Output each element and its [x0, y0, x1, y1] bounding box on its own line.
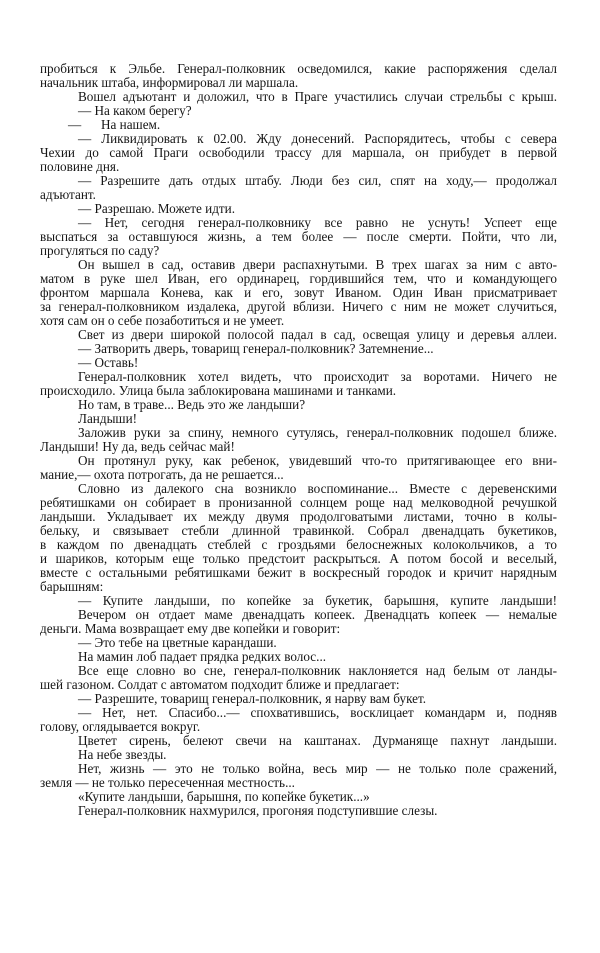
book-page-text — [40, 62, 557, 818]
text-line: за генерал-полковником издалека, другой вблизи. Ничего с ним не может случиться, — [40, 300, 557, 314]
text-line: пробиться к Эльбе. Генерал-полковник осведомился, какие распоряжения сделал — [40, 62, 557, 76]
text-line: — На каком берегу? — [78, 103, 192, 118]
text-line: Нет, жизнь — это не только война, весь мир — не только поле сражений, — [78, 762, 557, 776]
text-line: хотя сам он о себе позаботиться и не умеет. — [40, 313, 285, 328]
text-line: выспаться за оставшуюся жизнь, а тем более — после смерти. Пойти, что ли, — [40, 230, 557, 244]
text-line: — Разрешаю. Можете идти. — [78, 201, 236, 216]
text-line: фронтом маршала Конева, как и его, зовут Иваном. Один Иван присматривает — [40, 286, 557, 300]
text-line: шей газоном. Солдат с автоматом подходит ближе и предлагает: — [40, 677, 400, 692]
text-line: Ландыши! — [78, 411, 138, 426]
text-line: мание,— охота потрогать, да не решается... — [40, 467, 284, 482]
text-line: Словно из далекого сна возникло воспоминание... Вместе с деревенскими — [78, 482, 557, 496]
text-line: матом в руке шел Иван, его ординарец, гордившийся тем, что и командующего — [40, 272, 557, 286]
text-line: Но там, в траве... Ведь это же ландыши? — [78, 397, 306, 412]
text-line: ландыши. Укладывает их между двумя продолговатыми листами, точно в колы- — [40, 510, 557, 524]
text-line: половине дня. — [40, 159, 120, 174]
text-line: Все еще словно во сне, генерал-полковник наклоняется над белым от ланды- — [78, 664, 557, 678]
text-line: — На нашем. — [68, 117, 161, 132]
text-line: голову, оглядывается вокруг. — [40, 719, 201, 734]
text-line: адъютант. — [40, 187, 96, 202]
text-line: Он вышел в сад, оставив двери распахнутыми. В трех шагах за ним с авто- — [78, 258, 557, 272]
text-line: Заложив руки за спину, немного сутулясь, генерал-полковник подошел ближе. — [78, 426, 557, 440]
text-line: — Разрешите дать отдых штабу. Люди без сил, спят на ходу,— продолжал — [78, 174, 557, 188]
text-line: в каждом по двенадцать стеблей с гроздьями белоснежных колокольчиков, а то — [40, 538, 557, 552]
text-line: — Ликвидировать к 02.00. Жду донесений. Распорядитесь, чтобы с севера — [78, 132, 557, 146]
text-line: Вошел адъютант и доложил, что в Праге участились случаи стрельбы с крыш. — [78, 90, 557, 104]
text-line: начальник штаба, информировал ли маршала. — [40, 75, 299, 90]
text-line: Вечером он отдает маме двенадцать копеек. Двенадцать копеек — немалые — [78, 608, 557, 622]
text-line: Чехии до самой Праги освободили трассу для маршала, он прибудет в первой — [40, 146, 557, 160]
text-line: Генерал-полковник хотел видеть, что происходит за воротами. Ничего не — [78, 370, 557, 384]
text-line: земля — не только пересеченная местность... — [40, 775, 295, 790]
text-line: деньги. Мама возвращает ему две копейки и говорит: — [40, 621, 341, 636]
text-line: — Затворить дверь, товарищ генерал-полковник? Затемнение... — [78, 341, 434, 356]
text-line: ребятишками он собирает в пронизанной солнцем роще над мелководной речушкой — [40, 496, 557, 510]
text-line: — Это тебе на цветные карандаши. — [78, 635, 277, 650]
text-line: бельку, и связывает стебли длинной травинкой. Собрал двенадцать букетиков, — [40, 524, 557, 538]
text-line: Ландыши! Ну да, ведь сейчас май! — [40, 439, 235, 454]
text-line: Генерал-полковник нахмурился, прогоняя подступившие слезы. — [78, 803, 438, 818]
text-line: — Разрешите, товарищ генерал-полковник, я нарву вам букет. — [78, 691, 427, 706]
text-line: «Купите ландыши, барышня, по копейке букетик...» — [78, 789, 370, 804]
text-line: На мамин лоб падает прядка редких волос... — [78, 649, 327, 664]
text-line: и шариков, которым еще только предстоит раскрыться. А потом босой и веселый, — [40, 552, 557, 566]
text-line: происходило. Улица была заблокирована машинами и танками. — [40, 383, 397, 398]
text-line: — Нет, нет. Спасибо...— спохватившись, восклицает командарм и, подняв — [78, 706, 557, 720]
text-line: Свет из двери широкой полосой падал в сад, освещая улицу и деревья аллеи. — [78, 328, 557, 342]
text-line: Он протянул руку, как ребенок, увидевший что-то притягивающее его вни- — [78, 454, 557, 468]
text-line: вместе с остальными ребятишками бежит в воскресный городок и кричит нарядным — [40, 566, 557, 580]
text-line: На небе звезды. — [78, 747, 167, 762]
text-line: Цветет сирень, белеют свечи на каштанах. Дурманяще пахнут ландыши. — [78, 734, 557, 748]
text-line: — Оставь! — [78, 355, 139, 370]
text-line: — Нет, сегодня генерал-полковнику все равно не уснуть! Успеет еще — [78, 216, 557, 230]
text-line: прогуляться по саду? — [40, 243, 160, 258]
text-line: — Купите ландыши, по копейке за букетик, барышня, купите ландыши! — [78, 594, 557, 608]
text-line: барышням: — [40, 579, 104, 594]
